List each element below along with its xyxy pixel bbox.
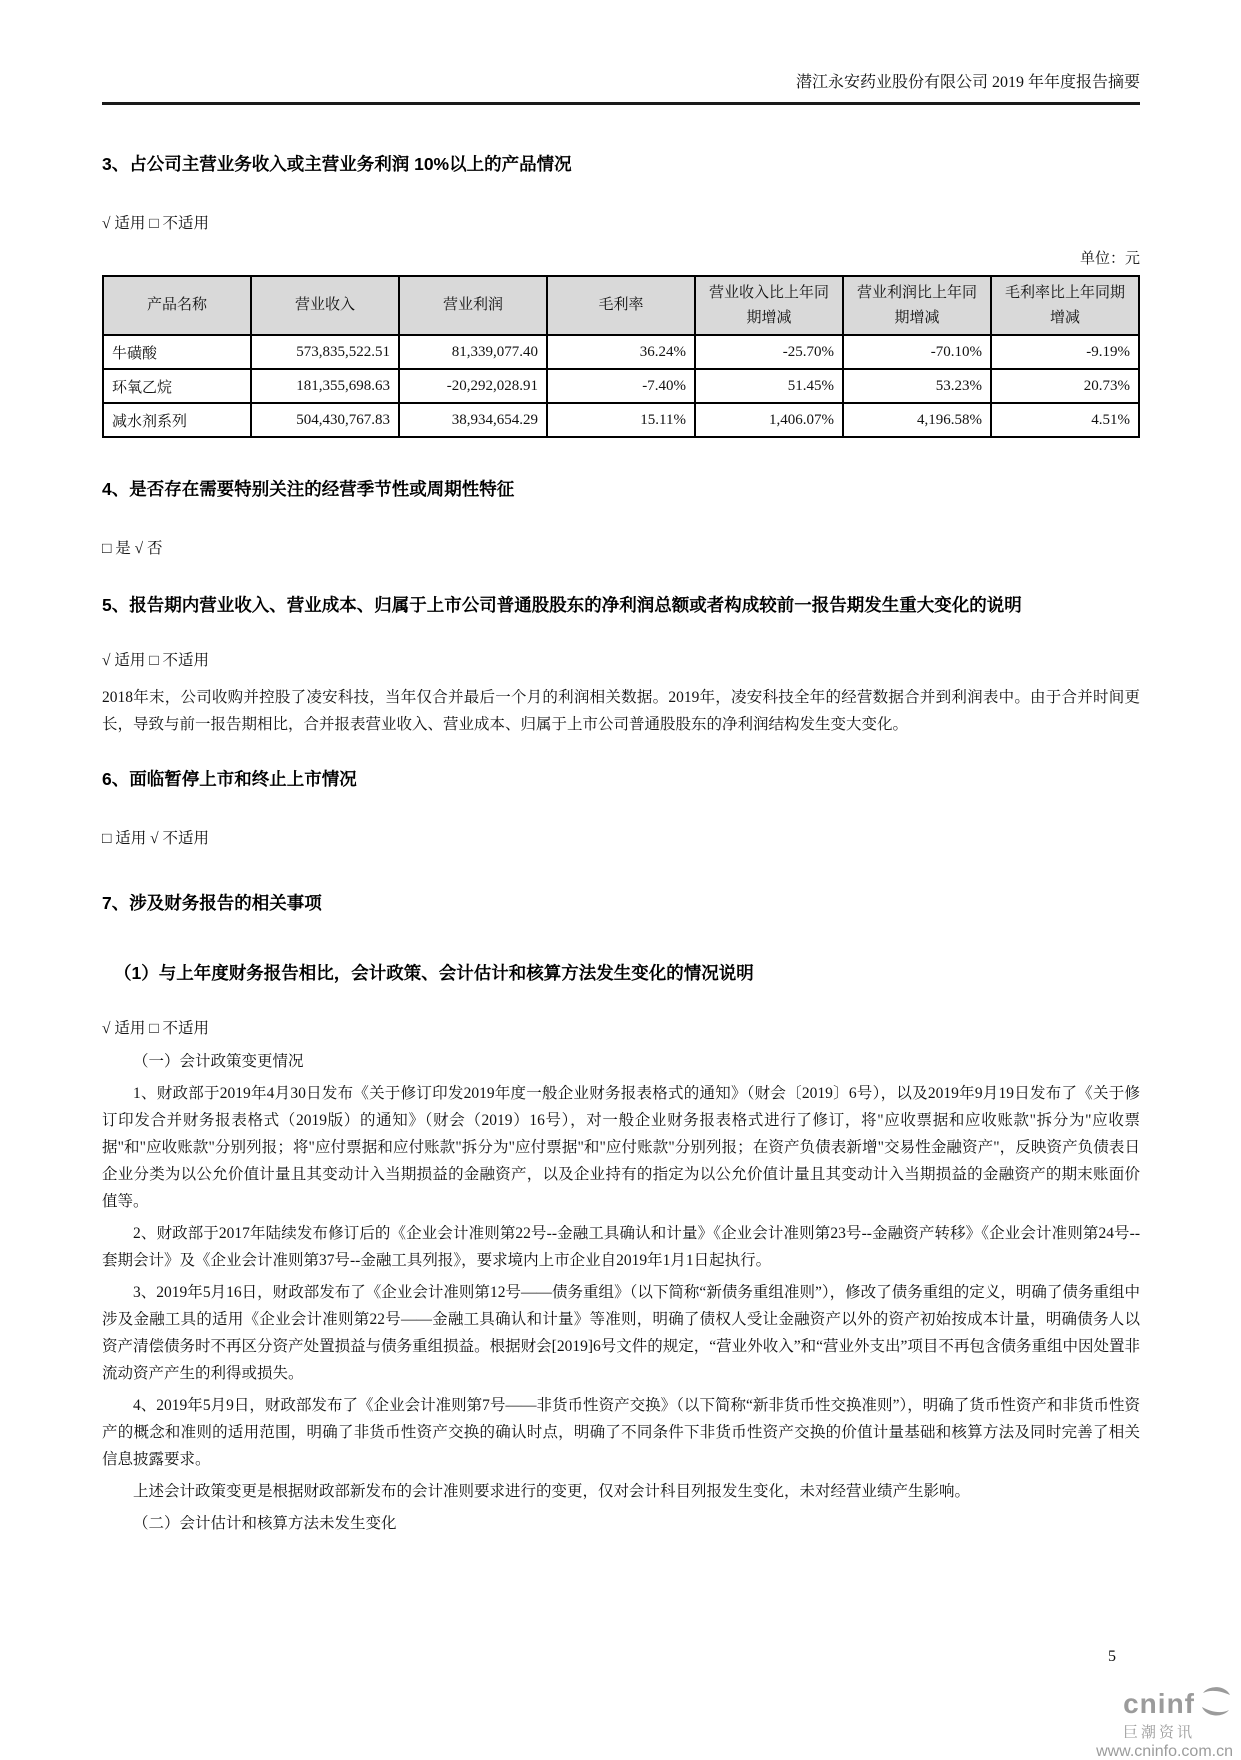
table-header-cell: 毛利率比上年同期增减 — [991, 276, 1139, 335]
policy-paragraph: 上述会计政策变更是根据财政部新发布的会计准则要求进行的变更，仅对会计科目列报发生变化，未对经营业绩产生影响。 — [133, 1483, 971, 1500]
policy-paragraph: 1、财政部于2019年4月30日发布《关于修订印发2019年度一般企业财务报表格式的通知》（财会〔2019〕6号），以及2019年9月19日发布了《关于修订印发合并财务报表格式（2019版）的通知》（财会（2019）16号），对一般企业财务报表格式进行了修订，将"应收票据和应收账款"拆分为"应收票据"和"应收账款"分别列报；将"应付票据和应付账款"拆分为"应付票据"和"应付账款"分别列报；在资产负债表新增"交易性金融资产"，反映资产负债表日企业分类为以公允价值计量且其变动计入当期损益的金融资产，以及企业持有的指定为以公允价值计量且其变动计入当期损益的金融资产的期末账面价值等。 — [102, 1085, 1140, 1210]
section-6-heading: 6、面临暂停上市和终止上市情况 — [102, 769, 357, 789]
value-cell: -25.70% — [695, 335, 843, 369]
product-name-cell: 牛磺酸 — [103, 335, 251, 369]
table-header-cell: 营业利润 — [399, 276, 547, 335]
value-cell: 573,835,522.51 — [251, 335, 399, 369]
value-cell: 20.73% — [991, 369, 1139, 403]
section-4-applicability: □ 是 √ 否 — [102, 540, 163, 557]
value-cell: 504,430,767.83 — [251, 403, 399, 437]
section-7-1-heading: （1）与上年度财务报告相比，会计政策、会计估计和核算方法发生变化的情况说明 — [114, 963, 754, 983]
cninfo-swirl-icon — [1199, 1686, 1233, 1722]
section-4-heading: 4、是否存在需要特别关注的经营季节性或周期性特征 — [102, 479, 515, 499]
table-row — [103, 403, 1139, 437]
value-cell: 51.45% — [695, 369, 843, 403]
section-6-applicability: □ 适用 √ 不适用 — [102, 830, 209, 847]
table-header-cell: 营业收入比上年同期增减 — [695, 276, 843, 335]
table-header-cell: 毛利率 — [547, 276, 695, 335]
policy-paragraph: （一）会计政策变更情况 — [133, 1053, 304, 1070]
products-table-body — [103, 335, 1139, 437]
running-header — [102, 0, 1140, 105]
value-cell: -9.19% — [991, 335, 1139, 369]
document-title: 潜江永安药业股份有限公司 2019 年年度报告摘要 — [795, 74, 1140, 91]
section-5-applicability: √ 适用 □ 不适用 — [102, 652, 209, 669]
section-7-heading: 7、涉及财务报告的相关事项 — [102, 893, 322, 913]
section-3-applicability: √ 适用 □ 不适用 — [102, 215, 209, 232]
value-cell: 181,355,698.63 — [251, 369, 399, 403]
value-cell: 36.24% — [547, 335, 695, 369]
page-content — [102, 0, 1140, 1542]
policy-paragraph: 2、财政部于2017年陆续发布修订后的《企业会计准则第22号--金融工具确认和计量》《企业会计准则第23号--金融资产转移》《企业会计准则第24号--套期会计》及《企业会计准则第37号--金融工具列报》，要求境内上市企业自2019年1月1日起执行。 — [102, 1225, 1140, 1269]
section-3-heading: 3、占公司主营业务收入或主营业务利润 10%以上的产品情况 — [102, 154, 572, 174]
cninfo-brand-text: cninf — [1123, 1688, 1195, 1719]
section-5-heading: 5、报告期内营业收入、营业成本、归属于上市公司普通股股东的净利润总额或者构成较前一报告期发生重大变化的说明 — [102, 595, 1022, 615]
accounting-policy-paragraphs — [102, 1048, 1140, 1537]
section-7-applicability: √ 适用 □ 不适用 — [102, 1020, 209, 1037]
value-cell: -20,292,028.91 — [399, 369, 547, 403]
section-5-body: 2018年末，公司收购并控股了凌安科技，当年仅合并最后一个月的利润相关数据。2019年，凌安科技全年的经营数据合并到利润表中。由于合并时间更长，导致与前一报告期相比，合并报表营业收入、营业成本、归属于上市公司普通股股东的净利润结构发生变大变化。 — [102, 689, 1140, 733]
cninfo-chinese-name: 巨潮资讯 — [1122, 1724, 1195, 1741]
policy-paragraph: 3、2019年5月16日，财政部发布了《企业会计准则第12号——债务重组》（以下简称“新债务重组准则”），修改了债务重组的定义，明确了债务重组中涉及金融工具的适用《企业会计准则第22号——金融工具确认和计量》等准则，明确了债权人受让金融资产以外的资产初始按成本计量，明确债务人以资产清偿债务时不再区分资产处置损益与债务重组损益。根据财会[2019]6号文件的规定，“营业外收入”和“营业外支出”项目不再包含债务重组中因处置非流动资产产生的利得或损失。 — [102, 1284, 1140, 1382]
policy-paragraph: 4、2019年5月9日，财政部发布了《企业会计准则第7号——非货币性资产交换》（以下简称“新非货币性交换准则”），明确了货币性资产和非货币性资产的概念和准则的适用范围，明确了非货币性资产交换的确认时点，明确了不同条件下非货币性资产交换的价值计量基础和核算方法及同时完善了相关信息披露要求。 — [102, 1397, 1140, 1468]
value-cell: -70.10% — [843, 335, 991, 369]
table-header-row — [103, 276, 1139, 335]
value-cell: 4,196.58% — [843, 403, 991, 437]
page-number: 5 — [1108, 1648, 1116, 1665]
cninfo-logo — [1015, 1686, 1235, 1760]
value-cell: -7.40% — [547, 369, 695, 403]
products-table — [102, 275, 1140, 438]
product-name-cell: 环氧乙烷 — [103, 369, 251, 403]
table-header-cell: 产品名称 — [103, 276, 251, 335]
policy-paragraph: （二）会计估计和核算方法未发生变化 — [133, 1515, 397, 1532]
table-header-cell: 营业收入 — [251, 276, 399, 335]
value-cell: 38,934,654.29 — [399, 403, 547, 437]
products-table-head — [103, 276, 1139, 335]
table-header-cell: 营业利润比上年同期增减 — [843, 276, 991, 335]
value-cell: 1,406.07% — [695, 403, 843, 437]
value-cell: 4.51% — [991, 403, 1139, 437]
table-row — [103, 335, 1139, 369]
value-cell: 15.11% — [547, 403, 695, 437]
cninfo-url: www.cninfo.com.cn — [1096, 1743, 1233, 1760]
table-row — [103, 369, 1139, 403]
unit-label: 单位：元 — [1079, 251, 1140, 267]
product-name-cell: 减水剂系列 — [103, 403, 251, 437]
value-cell: 81,339,077.40 — [399, 335, 547, 369]
value-cell: 53.23% — [843, 369, 991, 403]
cninfo-logo-row — [1015, 1686, 1235, 1722]
